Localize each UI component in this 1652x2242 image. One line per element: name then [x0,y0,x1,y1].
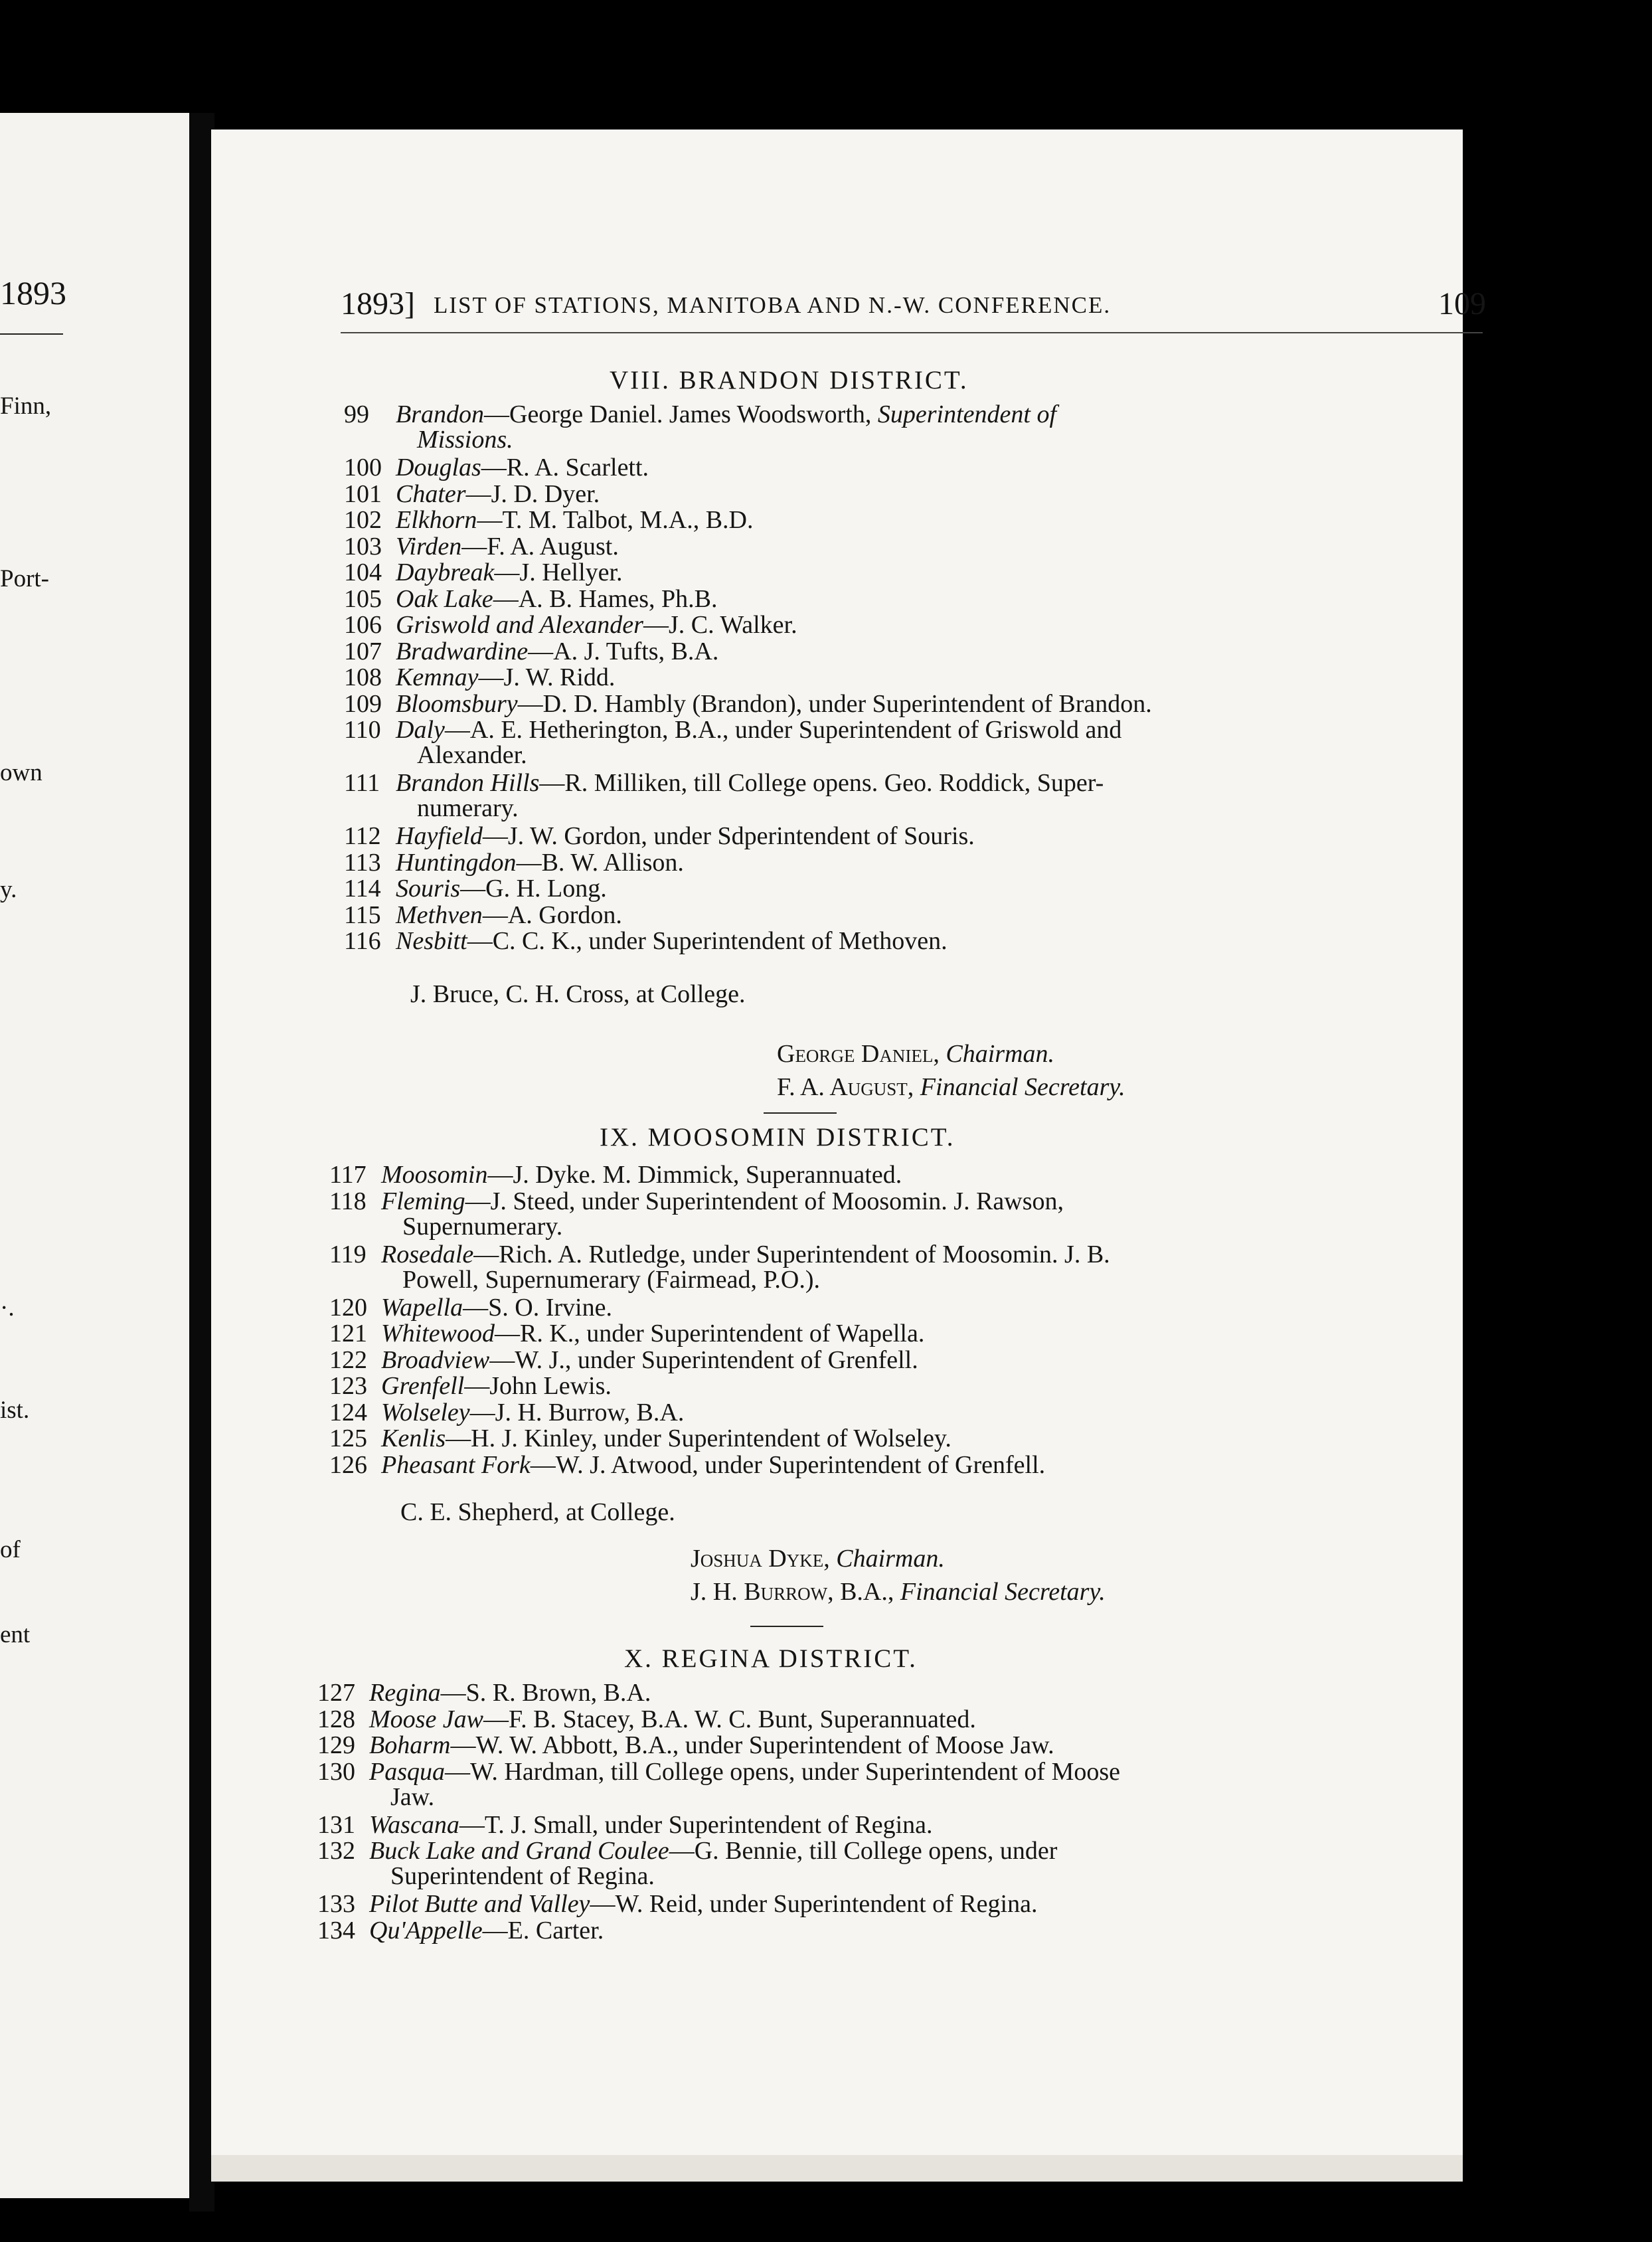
station-appointment: —B. W. Allison. [516,848,684,877]
station-entry [344,639,718,664]
left-page-fragment: own [0,759,42,786]
station-number: 130 [317,1757,355,1786]
station-number: 107 [344,637,382,665]
station-name: Kenlis [381,1424,446,1452]
station-appointment: —W. Reid, under Superintendent of Regina. [590,1890,1038,1918]
left-page-header-year: 1893 [0,274,66,311]
station-entry [317,1733,1054,1758]
station-appointment: —W. Hardman, till College opens, under Superintendent of Moose [445,1757,1121,1786]
running-head [341,286,1486,332]
station-entry [344,876,607,901]
station-number: 103 [344,532,382,560]
station-number: 124 [329,1398,367,1426]
station-appointment: —A. Gordon. [482,901,622,929]
station-appointment: —R. A. Scarlett. [481,454,649,481]
station-entry [317,1918,604,1943]
station-appointment: —S. O. Irvine. [463,1293,612,1322]
station-appointment: —J. W. Ridd. [478,663,616,691]
station-entry [317,1759,1120,1810]
station-number: 120 [329,1293,367,1322]
station-number: 119 [329,1240,367,1268]
station-entry [344,560,623,585]
chairman-title: Chairman. [836,1545,945,1573]
entry-continuation: Alexander. [417,741,527,769]
secretary-signature-moosomin [691,1577,1106,1606]
secretary-title: Financial Secretary. [900,1578,1106,1606]
station-name: Oak Lake [396,584,493,613]
station-name: Qu'Appelle [369,1916,483,1944]
station-number: 109 [344,689,382,718]
chairman-name: Joshua Dyke, [691,1545,830,1573]
station-entry [317,1838,1057,1889]
station-number: 126 [329,1450,367,1479]
station-entry [317,1680,651,1705]
station-number: 100 [344,454,382,481]
station-name: Bradwardine [396,637,529,665]
station-entry [317,1891,1037,1917]
station-appointment: —F. A. August. [461,532,619,560]
station-number: 113 [344,848,381,877]
station-name: Daybreak [396,559,495,586]
station-appointment: —H. J. Kinley, under Superintendent of Wolseley. [446,1424,951,1452]
station-appointment: —T. M. Talbot, M.A., B.D. [477,506,754,534]
station-entry [329,1162,902,1187]
station-number: 106 [344,611,382,639]
station-appointment: —Rich. A. Rutledge, under Superintendent of Moosomin. J. B. [473,1240,1110,1268]
entry-continuation: Powell, Supernumerary (Fairmead, P.O.). [402,1265,820,1294]
station-name: Elkhorn [396,506,477,534]
station-number: 105 [344,584,382,613]
entry-continuation: Jaw. [390,1782,435,1811]
station-entry [317,1707,976,1732]
station-appointment: —J. W. Gordon, under Sdperintendent of Souris. [482,822,975,850]
station-name: Fleming [381,1187,465,1215]
station-name: Methven [396,901,483,929]
college-note-brandon: J. Bruce, C. H. Cross, at College. [410,980,746,1008]
station-number: 114 [344,875,381,903]
left-page-header-rule [0,333,63,335]
station-name: Buck Lake and Grand Coulee [369,1837,669,1865]
station-name: Kemnay [396,663,479,691]
station-appointment: —R. K., under Superintendent of Wapella. [494,1320,925,1347]
station-appointment: —J. Dyke. M. Dimmick, Superannuated. [487,1161,902,1189]
station-entry [317,1812,933,1838]
station-number: 117 [329,1161,367,1189]
station-name: Pheasant Fork [381,1450,531,1479]
station-appointment: —G. Bennie, till College opens, under [669,1837,1058,1865]
station-number: 110 [344,716,381,744]
left-page-fragment: Finn, [0,392,52,420]
station-entry [344,586,717,612]
station-entry [329,1452,1045,1478]
left-page [0,113,189,2198]
station-appointment: —J. Hellyer. [494,559,623,586]
station-number: 112 [344,822,381,850]
left-page-fragment: Port- [0,565,49,592]
station-appointment: —F. B. Stacey, B.A. W. C. Bunt, Superannuated. [483,1705,976,1733]
station-name: Regina [369,1679,441,1707]
station-name: Whitewood [381,1320,495,1347]
page-bottom-edge [211,2155,1463,2182]
station-number: 133 [317,1890,355,1918]
station-appointment: —George Daniel. James Woodsworth, [484,400,878,428]
college-note-moosomin: C. E. Shepherd, at College. [400,1498,675,1526]
appointment-role: Superintendent of [877,400,1057,428]
left-page-fragment: y. [0,876,17,903]
station-appointment: —J. H. Burrow, B.A. [469,1398,685,1426]
section-rule [750,1626,823,1627]
station-number: 101 [344,479,382,508]
station-name: Moosomin [381,1161,488,1189]
running-head-year: 1893] [341,286,415,321]
station-name: Douglas [396,454,481,481]
station-number: 129 [317,1731,355,1759]
station-number: 99 [344,400,369,428]
station-number: 104 [344,559,382,586]
station-appointment: —S. R. Brown, B.A. [440,1679,651,1707]
station-entry [329,1400,684,1425]
station-number: 123 [329,1372,367,1400]
header-rule [341,332,1483,333]
station-entry [329,1373,612,1399]
station-number: 118 [329,1187,367,1215]
station-appointment: —W. J. Atwood, under Superintendent of Grenfell. [530,1450,1046,1479]
station-appointment: —John Lewis. [464,1372,612,1400]
station-entry [329,1295,612,1320]
chairman-name: George Daniel, [777,1040,940,1068]
chairman-signature-brandon [777,1039,1054,1069]
secretary-signature-brandon [777,1073,1125,1102]
station-entry [344,612,797,638]
station-name: Moose Jaw [369,1705,484,1733]
station-number: 121 [329,1320,367,1347]
station-name: Broadview [381,1345,490,1374]
station-entry [344,665,615,690]
station-entry [344,534,619,559]
running-head-title: LIST OF STATIONS, MANITOBA AND N.-W. CONFERENCE. [434,292,1112,318]
station-entry [344,691,1152,717]
station-appointment: —W. J., under Superintendent of Grenfell. [489,1345,918,1374]
station-entry [344,402,1056,452]
station-number: 132 [317,1837,355,1865]
station-name: Bloomsbury [396,689,518,718]
station-name: Virden [396,532,462,560]
station-entry [344,903,622,928]
station-appointment: —G. H. Long. [460,875,607,903]
station-number: 134 [317,1916,355,1944]
station-number: 128 [317,1705,355,1733]
station-name: Wolseley [381,1398,470,1426]
entry-continuation: Missions. [417,426,513,454]
station-entry [344,928,948,954]
entry-continuation: Supernumerary. [402,1212,563,1241]
station-entry [344,717,1121,768]
station-entry [329,1321,924,1346]
station-appointment: —J. D. Dyer. [465,479,600,508]
district-heading-regina: X. REGINA DISTRICT. [624,1644,918,1673]
secretary-name: J. H. Burrow, B.A., [691,1578,894,1606]
station-number: 127 [317,1679,355,1707]
station-entry [344,823,975,849]
station-name: Nesbitt [396,927,467,955]
station-name: Grenfell [381,1372,465,1400]
chairman-title: Chairman. [946,1040,1054,1068]
left-page-fragment: of [0,1536,21,1563]
station-appointment: —J. C. Walker. [643,611,797,639]
station-number: 111 [344,769,380,797]
station-name: Boharm [369,1731,451,1759]
page-number: 109 [1438,286,1486,321]
district-heading-brandon: VIII. BRANDON DISTRICT. [610,366,969,394]
station-entry [329,1189,1064,1239]
station-appointment: —W. W. Abbott, B.A., under Superintendent of Moose Jaw. [450,1731,1054,1759]
station-appointment: —A. J. Tufts, B.A. [528,637,719,665]
station-entry [344,850,684,875]
station-name: Brandon Hills [396,769,540,797]
station-appointment: —J. Steed, under Superintendent of Moosomin. J. Rawson, [465,1187,1064,1215]
station-number: 122 [329,1345,367,1374]
district-heading-moosomin: IX. MOOSOMIN DISTRICT. [600,1123,955,1152]
left-page-fragment: ent [0,1621,31,1648]
station-entry [344,455,649,480]
station-entry [329,1426,951,1451]
secretary-name: F. A. August, [777,1073,914,1101]
station-number: 131 [317,1810,355,1839]
station-appointment: —A. E. Hetherington, B.A., under Superintendent of Griswold and [444,716,1122,744]
right-page [211,129,1486,2155]
station-appointment: —A. B. Hames, Ph.B. [493,584,718,613]
station-name: Wapella [381,1293,463,1322]
station-name: Souris [396,875,461,903]
station-number: 102 [344,506,382,534]
section-rule [764,1112,837,1114]
station-number: 108 [344,663,382,691]
station-name: Griswold and Alexander [396,611,643,639]
station-number: 115 [344,901,381,929]
entry-continuation: Superintendent of Regina. [390,1862,655,1890]
station-name: Rosedale [381,1240,474,1268]
station-name: Daly [396,716,445,744]
station-entry [329,1242,1110,1292]
station-name: Pasqua [369,1757,445,1786]
station-entry [329,1347,918,1373]
station-name: Huntingdon [396,848,517,877]
station-entry [344,507,754,533]
station-entry [344,770,1104,821]
station-appointment: —E. Carter. [482,1916,604,1944]
entry-continuation: numerary. [417,794,519,822]
station-name: Chater [396,479,466,508]
station-entry [344,481,600,507]
station-name: Hayfield [396,822,483,850]
station-appointment: —D. D. Hambly (Brandon), under Superintendent of Brandon. [517,689,1152,718]
chairman-signature-moosomin [691,1544,945,1573]
station-appointment: —C. C. K., under Superintendent of Methoven. [467,927,948,955]
station-name: Pilot Butte and Valley [369,1890,590,1918]
station-appointment: —R. Milliken, till College opens. Geo. Roddick, Super- [539,769,1104,797]
station-number: 125 [329,1424,367,1452]
station-number: 116 [344,927,381,955]
station-name: Wascana [369,1810,459,1839]
station-name: Brandon [396,400,484,428]
left-page-fragment: ·. [0,1294,15,1322]
left-page-fragment: ist. [0,1397,30,1424]
station-appointment: —T. J. Small, under Superintendent of Regina. [459,1810,933,1839]
secretary-title: Financial Secretary. [920,1073,1125,1101]
